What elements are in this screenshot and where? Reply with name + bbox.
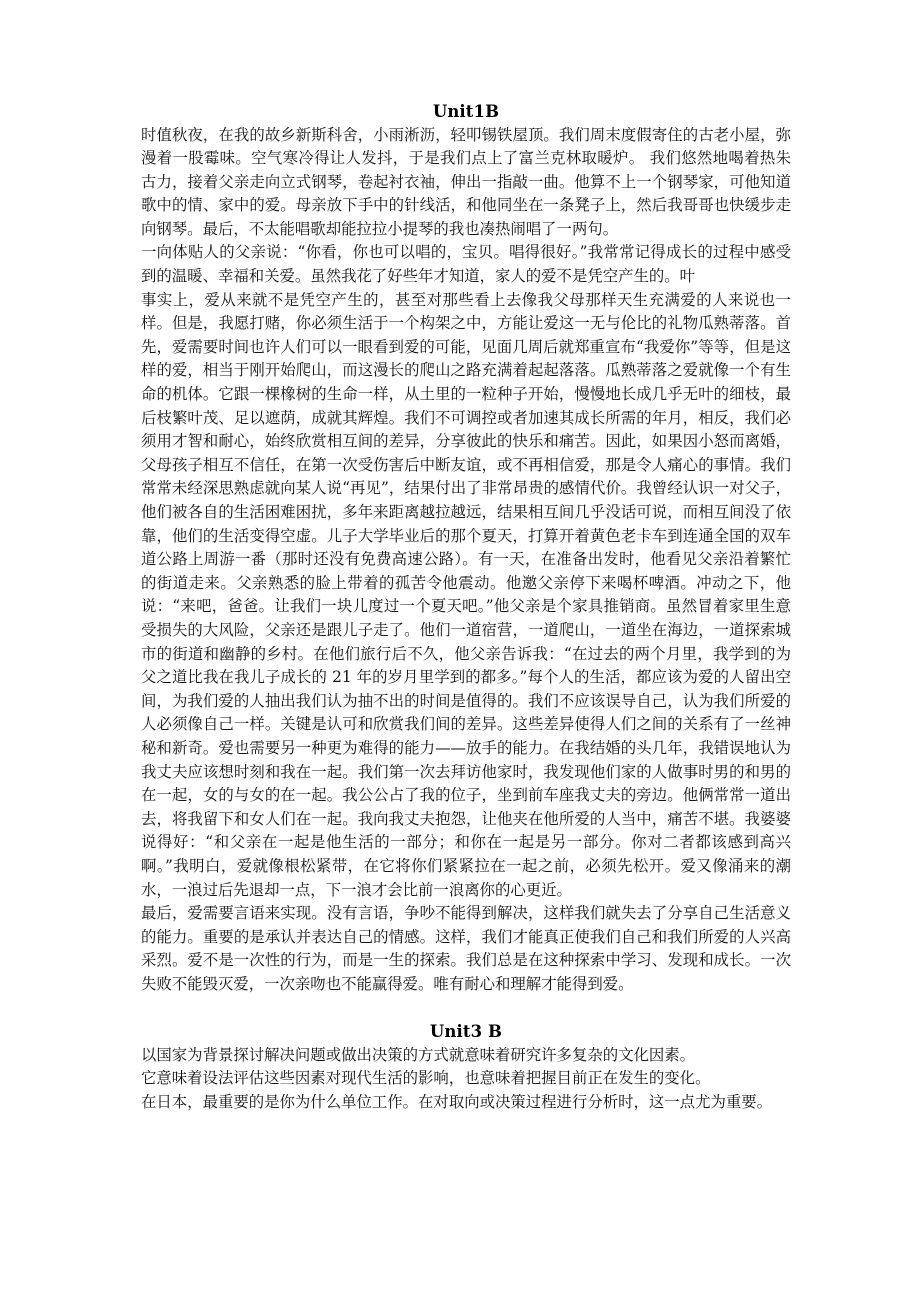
document-body [141,100,791,1114]
paragraph-unit1b-1: 时值秋夜，在我的故乡新斯科舍，小雨淅沥，轻叩锡铁屋顶。我们周末度假寄住的古老小屋，弥漫着一股霉味。空气寒冷得让人发抖，于是我们点上了富兰克林取暖炉。 我们悠然地喝着热朱古力，接着父亲走向立式钢琴，卷起衬衣袖，伸出一指敲一曲。他算不上一个钢琴家，可他知道歌中的情、家中的爱。母亲放下手中的针线活，和他同坐在一条凳子上，然后我哥哥也快缓步走向钢琴。最后，不太能唱歌却能拉拉小提琴的我也凑热闹唱了一两句。 [141,125,791,238]
heading-unit3b: Unit3 B [429,1022,503,1042]
paragraph-unit1b-3: 事实上，爱从来就不是凭空产生的，甚至对那些看上去像我父母那样天生充满爱的人来说也一样。但是，我愿打赌，你必须生活于一个构架之中，方能让爱这一无与伦比的礼物瓜熟蒂落。首先，爱需要时间也许人们可以一眼看到爱的可能，见面几周后就郑重宣布“我爱你”等等，但是这样的爱，相当于刚开始爬山，而这漫长的爬山之路充满着起起落落。瓜熟蒂落之爱就像一个有生命的机体。它跟一棵橡树的生命一样，从土里的一粒种子开始，慢慢地长成几乎无叶的细枝，最后枝繁叶茂、足以遮荫，成就其辉煌。我们不可调控或者加速其成长所需的年月，相反，我们必须用才智和耐心，始终欣赏相互间的差异，分享彼此的快乐和痛苦。因此，如果因小怒而离婚，父母孩子相互不信任，在第一次受伤害后中断友谊，或不再相信爱，那是令人痛心的事情。我们常常未经深思熟虑就向某人说“再见”，结果付出了非常昂贵的感情代价。我曾经认识一对父子，他们被各自的生活困难困扰，多年来距离越拉越远，结果相互间几乎没话可说，而相互间没了依靠，他们的生活变得空虚。儿子大学毕业后的那个夏天，打算开着黄色老卡车到连通全国的双车道公路上周游一番（那时还没有免费高速公路）。有一天，在准备出发时，他看见父亲沿着繁忙的街道走来。父亲熟悉的脸上带着的孤苦令他震动。他邀父亲停下来喝杯啤酒。冲动之下，他说：“来吧，爸爸。让我们一块儿度过一个夏天吧。”他父亲是个家具推销商。虽然冒着家里生意受损失的大风险，父亲还是跟儿子走了。他们一道宿营，一道爬山，一道坐在海边，一道探索城市的街道和幽静的乡村。在他们旅行后不久，他父亲告诉我：“在过去的两个月里，我学到的为父之道比我在我儿子成长的 21 年的岁月里学到的都多。”每个人的生活，都应该为爱的人留出空间，为我们爱的人抽出我们认为抽不出的时间是值得的。我们不应该误导自己，认为我们所爱的人必须像自己一样。关键是认可和欣赏我们间的差异。这些差异使得人们之间的关系有了一丝神秘和新奇。爱也需要另一种更为难得的能力——放手的能力。在我结婚的头几年，我错误地认为我丈夫应该想时刻和我在一起。我们第一次去拜访他家时，我发现他们家的人做事时男的和男的在一起，女的与女的在一起。我公公占了我的位子，坐到前车座我丈夫的旁边。他俩常常一道出去，将我留下和女人们在一起。我向我丈夫抱怨，让他夹在他所爱的人当中，痛苦不堪。我婆婆说得好：“和父亲在一起是他生活的一部分；和你在一起是另一部分。你对二者都该感到高兴啊。”我明白，爱就像根松紧带，在它将你们紧紧拉在一起之前，必须先松开。爱又像涌来的潮水，一浪过后先退却一点，下一浪才会比前一浪离你的心更近。 [141,290,791,899]
paragraph-unit3b-1: 以国家为背景探讨解决问题或做出决策的方式就意味着研究许多复杂的文化因素。 [141,1045,696,1064]
paragraph-unit3b-3: 在日本，最重要的是你为什么单位工作。在对取向或决策过程进行分析时，这一点尤为重要。 [141,1092,773,1111]
paragraph-unit1b-2: 一向体贴人的父亲说：“你看，你也可以唱的，宝贝。唱得很好。”我常常记得成长的过程中感受到的温暖、幸福和关爱。虽然我花了好些年才知道，家人的爱不是凭空产生的。叶 [141,243,791,286]
paragraph-unit3b-2: 它意味着设法评估这些因素对现代生活的影响，也意味着把握目前正在发生的变化。 [141,1069,711,1088]
section-spacer [141,996,791,1020]
heading-unit1b: Unit1B [432,102,500,121]
paragraph-unit1b-4: 最后，爱需要言语来实现。没有言语，争吵不能得到解决，这样我们就失去了分享自己生活意义的能力。重要的是承认并表达自己的情感。这样，我们才能真正使我们自己和我们所爱的人兴高采烈。爱不是一次性的行为，而是一生的探索。我们总是在这种探索中学习、发现和成长。一次失败不能毁灭爱，一次亲吻也不能赢得爱。唯有耐心和理解才能得到爱。 [141,904,791,993]
